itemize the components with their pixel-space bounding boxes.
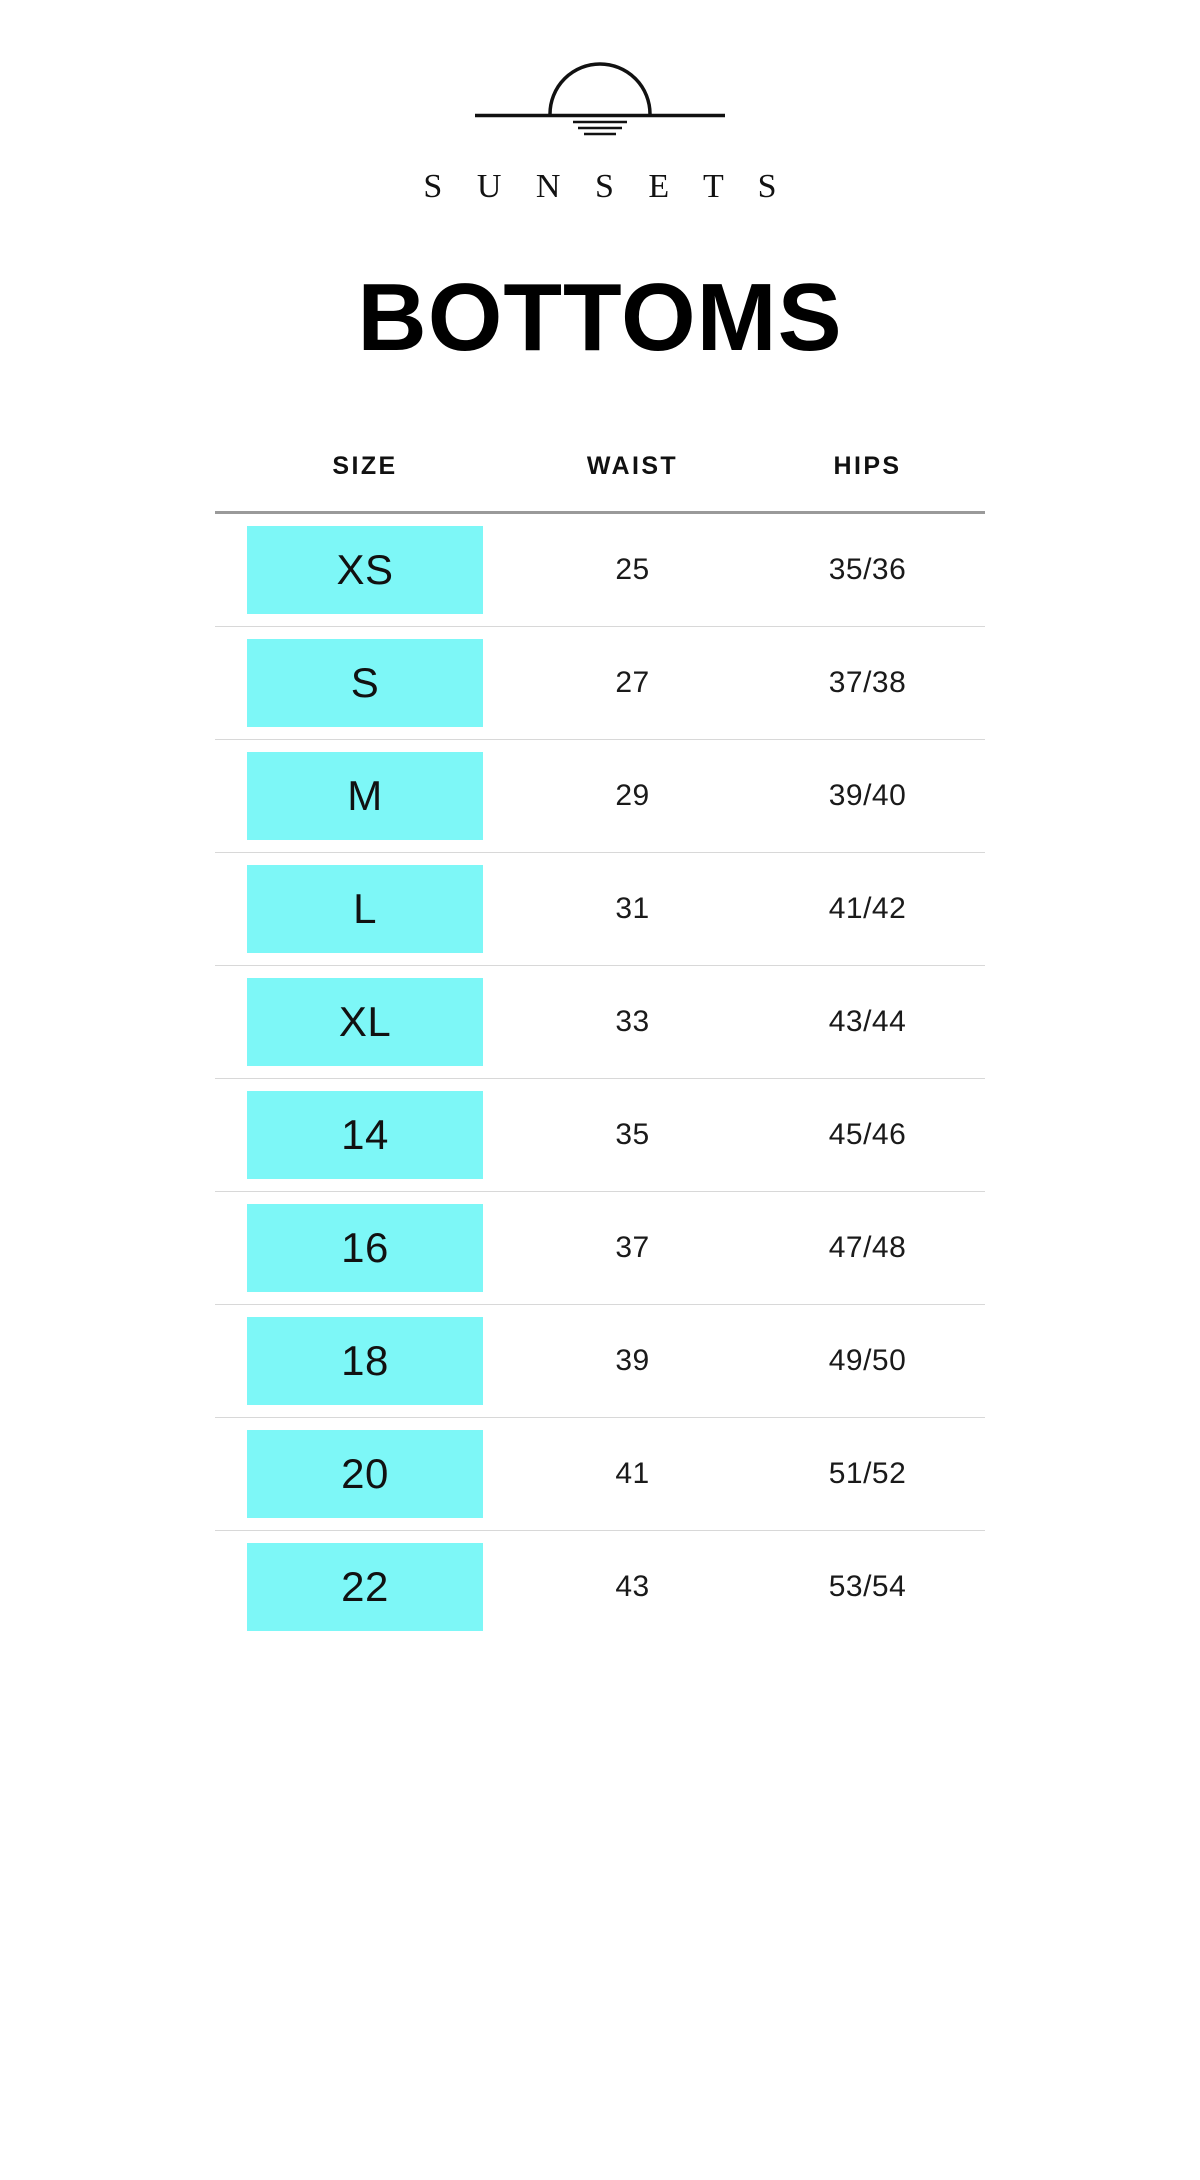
waist-value: 25	[615, 553, 650, 586]
table-row	[215, 740, 985, 853]
hips-cell	[750, 1192, 985, 1305]
size-chip: 14	[247, 1091, 483, 1179]
table-row	[215, 1192, 985, 1305]
size-cell	[215, 627, 515, 740]
waist-value: 33	[615, 1005, 650, 1038]
table-body	[215, 513, 985, 1644]
hips-value: 41/42	[828, 892, 907, 925]
size-cell	[215, 1305, 515, 1418]
size-cell	[215, 1079, 515, 1192]
table-row	[215, 627, 985, 740]
size-chip: M	[247, 752, 483, 840]
size-chip: S	[247, 639, 483, 727]
hips-value: 49/50	[828, 1344, 907, 1377]
size-chip: 22	[247, 1543, 483, 1631]
waist-value: 43	[615, 1570, 650, 1603]
waist-value: 27	[615, 666, 650, 699]
page-title: BOTTOMS	[357, 264, 843, 371]
table-row	[215, 1305, 985, 1418]
size-cell	[215, 1192, 515, 1305]
waist-cell	[515, 740, 750, 853]
waist-cell	[515, 966, 750, 1079]
waist-value: 39	[615, 1344, 650, 1377]
waist-cell	[515, 513, 750, 627]
table-row	[215, 966, 985, 1079]
hips-cell	[750, 740, 985, 853]
size-chip: 16	[247, 1204, 483, 1292]
waist-value: 29	[615, 779, 650, 812]
hips-value: 35/36	[828, 553, 907, 586]
table-header	[215, 452, 985, 513]
size-chip: 18	[247, 1317, 483, 1405]
hips-cell	[750, 1418, 985, 1531]
size-cell	[215, 1531, 515, 1644]
waist-value: 35	[615, 1118, 650, 1151]
brand-block	[0, 0, 1200, 206]
size-table-wrapper	[215, 452, 985, 1643]
sunset-horizon-icon	[465, 58, 735, 142]
size-chip: XL	[247, 978, 483, 1066]
table-row	[215, 1531, 985, 1644]
table-row	[215, 1079, 985, 1192]
hips-cell	[750, 627, 985, 740]
hips-cell	[750, 1079, 985, 1192]
waist-cell	[515, 1418, 750, 1531]
waist-cell	[515, 1192, 750, 1305]
table-header-row	[215, 452, 985, 513]
hips-cell	[750, 513, 985, 627]
size-cell	[215, 740, 515, 853]
waist-cell	[515, 1079, 750, 1192]
waist-value: 37	[615, 1231, 650, 1264]
size-cell	[215, 1418, 515, 1531]
hips-value: 37/38	[828, 666, 907, 699]
hips-value: 39/40	[828, 779, 907, 812]
brand-name: S U N S E T S	[423, 168, 790, 205]
waist-value: 41	[615, 1457, 650, 1490]
waist-cell	[515, 1305, 750, 1418]
size-table	[215, 452, 985, 1643]
hips-value: 53/54	[828, 1570, 907, 1603]
size-cell	[215, 513, 515, 627]
hips-cell	[750, 853, 985, 966]
hips-value: 43/44	[828, 1005, 907, 1038]
hips-cell	[750, 1305, 985, 1418]
hips-value: 45/46	[828, 1118, 907, 1151]
size-chip: 20	[247, 1430, 483, 1518]
hips-value: 47/48	[828, 1231, 907, 1264]
table-row	[215, 853, 985, 966]
table-row	[215, 513, 985, 627]
size-chip: XS	[247, 526, 483, 614]
waist-cell	[515, 853, 750, 966]
table-row	[215, 1418, 985, 1531]
column-header-hips: HIPS	[750, 452, 985, 513]
size-cell	[215, 966, 515, 1079]
hips-value: 51/52	[828, 1457, 907, 1490]
waist-cell	[515, 627, 750, 740]
column-header-size: SIZE	[215, 452, 515, 513]
size-cell	[215, 853, 515, 966]
column-header-waist: WAIST	[515, 452, 750, 513]
size-chip: L	[247, 865, 483, 953]
hips-cell	[750, 966, 985, 1079]
waist-value: 31	[615, 892, 650, 925]
waist-cell	[515, 1531, 750, 1644]
hips-cell	[750, 1531, 985, 1644]
